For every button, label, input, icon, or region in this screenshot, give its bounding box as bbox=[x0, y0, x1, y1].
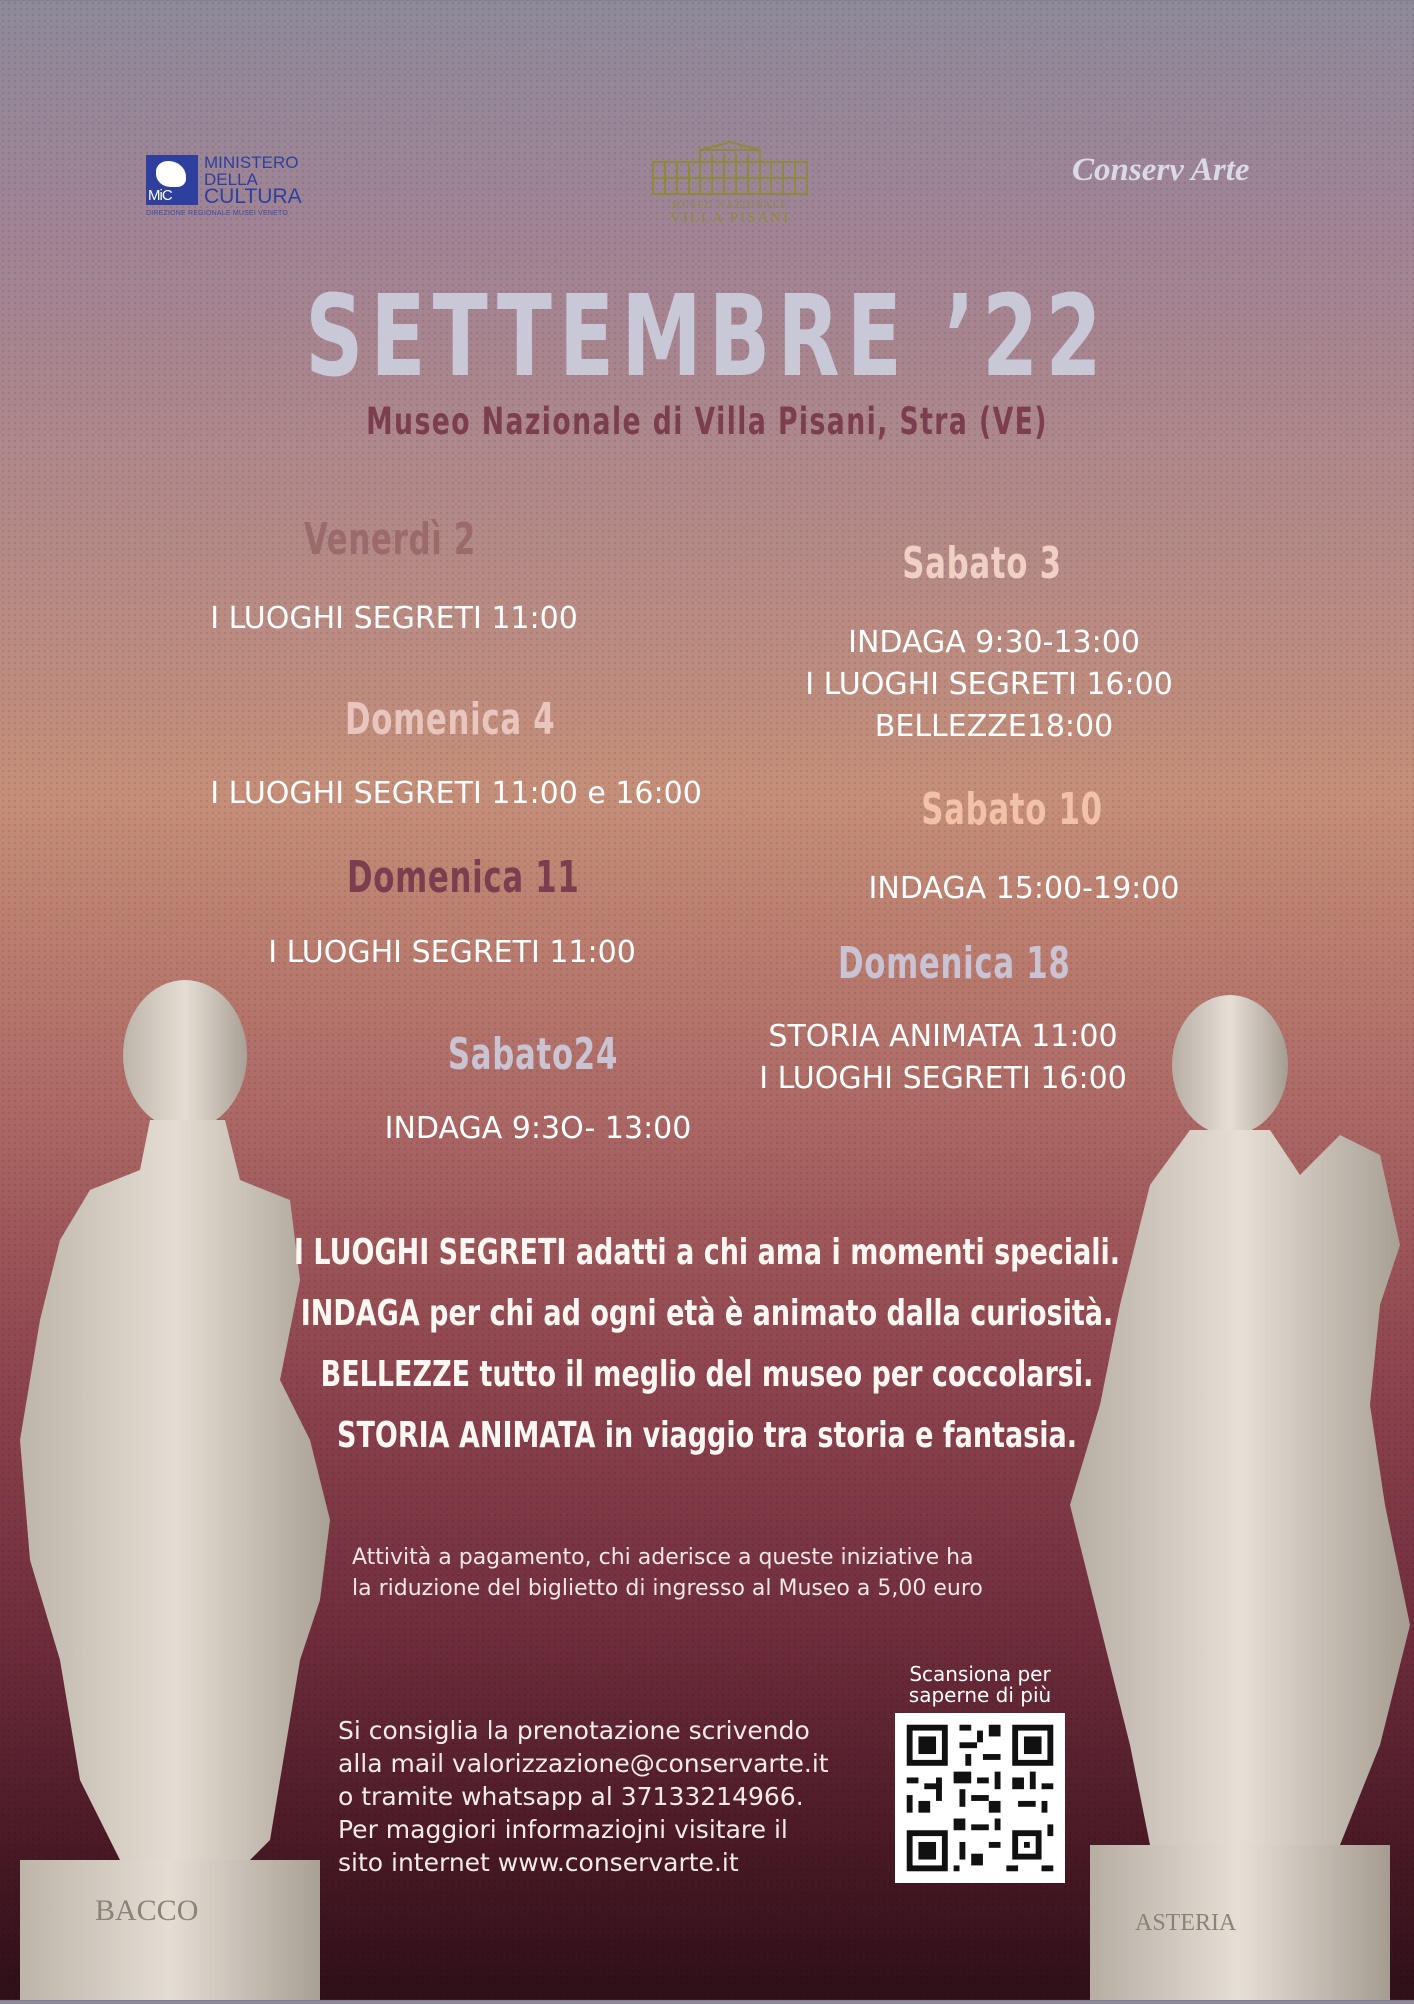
page-subtitle: Museo Nazionale di Villa Pisani, Stra (VE) bbox=[366, 400, 1048, 443]
description-text: in viaggio tra storia e fantasia. bbox=[595, 1415, 1077, 1456]
qr-code-icon bbox=[895, 1713, 1065, 1883]
mic-line1: MINISTERO bbox=[204, 153, 299, 172]
event-venerdi-2: I LUOGHI SEGRETI 11:00 bbox=[210, 601, 578, 636]
description-indaga bbox=[177, 1283, 1238, 1344]
villa-pisani-logo bbox=[640, 140, 820, 240]
villa-logo-line2: VILLA PISANI bbox=[669, 210, 791, 226]
qr-label-line1: Scansiona per bbox=[909, 1662, 1051, 1686]
mic-badge-text: MiC bbox=[148, 187, 172, 204]
description-name: INDAGA bbox=[300, 1293, 420, 1334]
page-title: SETTEMBRE ’22 bbox=[305, 272, 1109, 402]
mic-line2: DELLA bbox=[204, 170, 258, 189]
day-heading-domenica-18: Domenica 18 bbox=[838, 938, 1071, 989]
day-heading-domenica-4: Domenica 4 bbox=[345, 694, 556, 745]
event-domenica-18-2: I LUOGHI SEGRETI 16:00 bbox=[759, 1061, 1127, 1096]
event-sabato-24: INDAGA 9:3O- 13:00 bbox=[384, 1111, 692, 1146]
statue-left-label: BACCO bbox=[95, 1894, 199, 1927]
event-domenica-4: I LUOGHI SEGRETI 11:00 e 16:00 bbox=[210, 776, 702, 811]
day-heading-sabato-10: Sabato 10 bbox=[921, 784, 1103, 835]
day-heading-venerdi-2: Venerdì 2 bbox=[303, 514, 477, 565]
villa-logo-line1: MUSEO NAZIONALE bbox=[672, 200, 788, 210]
description-text: tutto il meglio del museo per coccolarsi. bbox=[470, 1354, 1094, 1395]
event-sabato-3-1: INDAGA 9:30-13:00 bbox=[848, 625, 1140, 660]
description-name: BELLEZZE bbox=[320, 1354, 471, 1395]
description-luoghi-segreti bbox=[177, 1222, 1238, 1283]
description-name: STORIA ANIMATA bbox=[337, 1415, 596, 1456]
contact-line4: Per maggiori informaziojni visitare il bbox=[338, 1815, 788, 1844]
villa-building-icon bbox=[645, 140, 815, 198]
price-note bbox=[352, 1542, 983, 1604]
activity-descriptions bbox=[0, 1222, 1414, 1466]
price-note-line2: la riduzione del biglietto di ingresso al Museo a 5,00 euro bbox=[352, 1576, 983, 1601]
conservarte-logo: Conserv Arte bbox=[1072, 152, 1250, 188]
day-heading-domenica-11: Domenica 11 bbox=[347, 852, 580, 903]
description-storia-animata bbox=[177, 1405, 1238, 1466]
description-text: adatti a chi ama i momenti speciali. bbox=[566, 1232, 1121, 1273]
description-bellezze bbox=[177, 1344, 1238, 1405]
mic-badge bbox=[146, 155, 198, 205]
contact-line5: sito internet www.conservarte.it bbox=[338, 1848, 739, 1877]
day-heading-sabato-3: Sabato 3 bbox=[902, 538, 1062, 589]
mic-line3: CULTURA bbox=[204, 185, 302, 208]
qr-label bbox=[884, 1664, 1076, 1706]
contact-line3: o tramite whatsapp al 37133214966. bbox=[338, 1782, 804, 1811]
description-text: per chi ad ogni età è animato dalla curiosità. bbox=[419, 1293, 1114, 1334]
contact-info bbox=[338, 1714, 829, 1879]
statue-bacco-image bbox=[0, 960, 350, 2000]
statue-right-label: ASTERIA bbox=[1135, 1910, 1237, 1936]
lion-icon bbox=[156, 161, 186, 187]
contact-line2: alla mail valorizzazione@conservarte.it bbox=[338, 1749, 829, 1778]
ministero-cultura-logo bbox=[146, 152, 316, 222]
price-note-line1: Attività a pagamento, chi aderisce a queste iniziative ha bbox=[352, 1545, 974, 1570]
event-sabato-3-3: BELLEZZE18:00 bbox=[874, 709, 1114, 744]
statue-asteria-image bbox=[1040, 985, 1414, 2000]
event-domenica-11: I LUOGHI SEGRETI 11:00 bbox=[268, 935, 636, 970]
event-sabato-10: INDAGA 15:00-19:00 bbox=[868, 871, 1180, 906]
qr-label-line2: saperne di più bbox=[908, 1683, 1052, 1707]
mic-subline: DIREZIONE REGIONALE MUSEI VENETO bbox=[146, 210, 289, 217]
day-heading-sabato-24: Sabato24 bbox=[447, 1029, 619, 1080]
event-domenica-18-1: STORIA ANIMATA 11:00 bbox=[768, 1019, 1118, 1054]
qr-code[interactable] bbox=[895, 1713, 1065, 1883]
description-name: I LUOGHI SEGRETI bbox=[293, 1232, 567, 1273]
contact-line1: Si consiglia la prenotazione scrivendo bbox=[338, 1716, 810, 1745]
event-sabato-3-2: I LUOGHI SEGRETI 16:00 bbox=[805, 667, 1173, 702]
